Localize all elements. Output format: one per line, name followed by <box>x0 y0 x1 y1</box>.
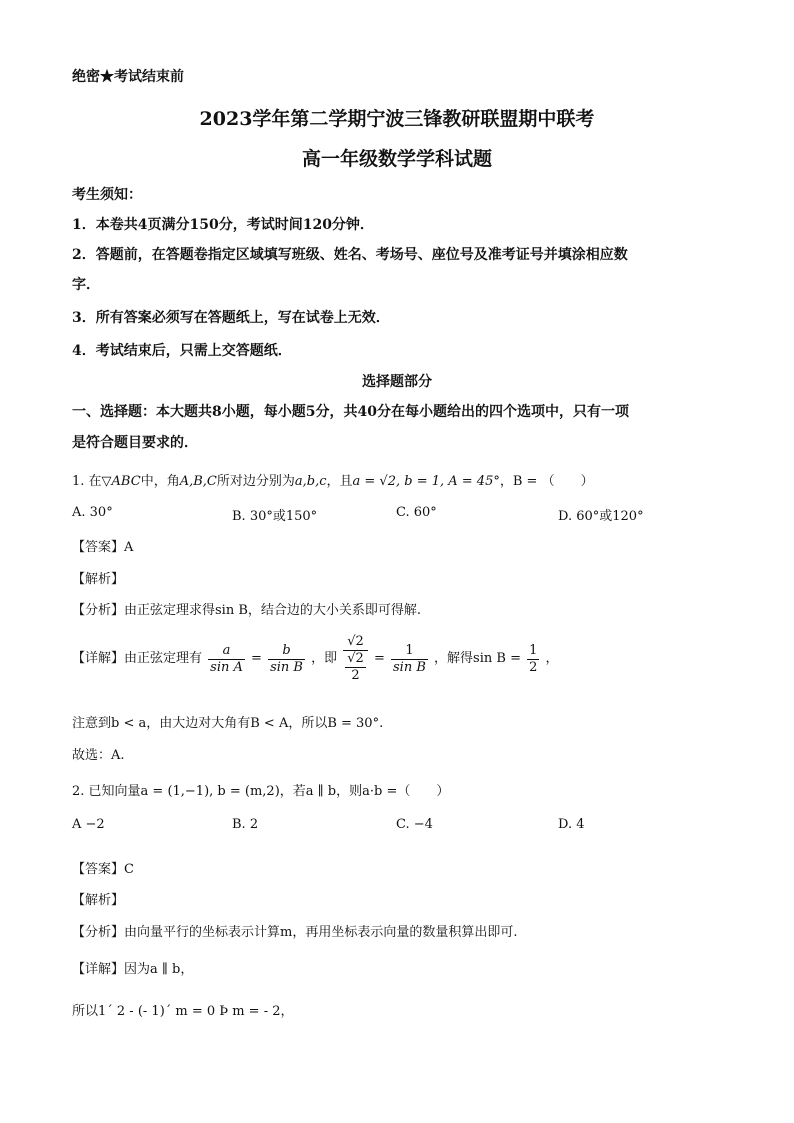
section-intro-2: 是符合题目要求的． <box>72 435 198 451</box>
notice-item-2-cont: 字． <box>72 277 100 293</box>
q2-option-c: C. −4 <box>396 817 433 832</box>
notice-item-2: 2．答题前，在答题卷指定区域填写班级、姓名、考场号、座位号及准考证号并填涂相应数 <box>72 247 628 263</box>
q1-answer: 【答案】A <box>72 540 134 555</box>
q1-option-d: D. 60°或120° <box>558 509 644 524</box>
q2-derivation: 所以1´ 2 - (- 1)´ m = 0 Þ m = - 2， <box>72 1004 294 1019</box>
secret-label: 绝密★考试结束前 <box>72 69 184 85</box>
exam-title: 2023学年第二学期宁波三锋教研联盟期中联考 <box>199 108 595 130</box>
q1-analysis-label: 【解析】 <box>72 572 125 587</box>
q2-answer: 【答案】C <box>72 862 134 877</box>
exam-subtitle: 高一年级数学学科试题 <box>301 148 492 170</box>
q1-option-b: B. 30°或150° <box>232 509 318 524</box>
q2-detail: 【详解】因为a ∥ b， <box>72 962 194 977</box>
q2-option-d: D. 4 <box>558 817 585 832</box>
notice-heading: 考生须知： <box>72 187 142 203</box>
q1-note: 注意到b < a，由大边对大角有B < A，所以B = 30°. <box>72 716 384 731</box>
q2-fenxi: 【分析】由向量平行的坐标表示计算m，再用坐标表示向量的数量积算出即可. <box>72 925 518 940</box>
q1-fenxi: 【分析】由正弦定理求得sin B，结合边的大小关系即可得解. <box>72 603 422 618</box>
q1-option-c: C. 60° <box>396 505 437 520</box>
q1-stem: 1. 在▽ABC中，角A,B,C所对边分别为a,b,c，且a = √2, b = 1, A = 45°，B = （ ） <box>72 474 594 489</box>
fraction-b-over-sinB: $\frac{b}{\text{sin B}}$ <box>270 642 303 675</box>
fraction-sqrt2-over-sqrt2-2: $\frac{√2}{\frac{√2}{2}}$ <box>343 634 368 684</box>
q1-detail: 【详解】由正弦定理有 $\frac{a}{\text{sin A}}$ = $\frac{b}{\text{sin B}}$ ，即 $\frac{√2}{\frac{√2}{2}}$ = $\frac{1}{\text{sin B}}$ ，解得sin B = $\frac{1}{2}$ ， <box>72 634 559 683</box>
q2-analysis-label: 【解析】 <box>72 893 125 908</box>
notice-item-3: 3．所有答案必须写在答题纸上，写在试卷上无效． <box>72 310 390 326</box>
fraction-1-over-sinB: $\frac{1}{\text{sin B}}$ <box>393 642 426 675</box>
q2-option-b: B. 2 <box>232 817 259 832</box>
section-heading: 选择题部分 <box>362 374 432 390</box>
q1-choose: 故选：A. <box>72 748 125 763</box>
q2-stem: 2. 已知向量a = (1,−1), b = (m,2)，若a ∥ b，则a·b =（ ） <box>72 784 450 799</box>
q2-option-a: A −2 <box>72 817 105 832</box>
q1-option-a: A. 30° <box>72 505 113 520</box>
fraction-a-over-sinA: $\frac{a}{\text{sin A}}$ <box>210 642 243 675</box>
section-intro-1: 一、选择题：本大题共8小题，每小题5分，共40分在每小题给出的四个选项中，只有一项 <box>72 404 629 420</box>
notice-item-4: 4．考试结束后，只需上交答题纸． <box>72 343 292 359</box>
fraction-1-over-2: $\frac{1}{2}$ <box>529 642 538 675</box>
notice-item-1: 1．本卷共4页满分150分，考试时间120分钟． <box>72 217 374 233</box>
